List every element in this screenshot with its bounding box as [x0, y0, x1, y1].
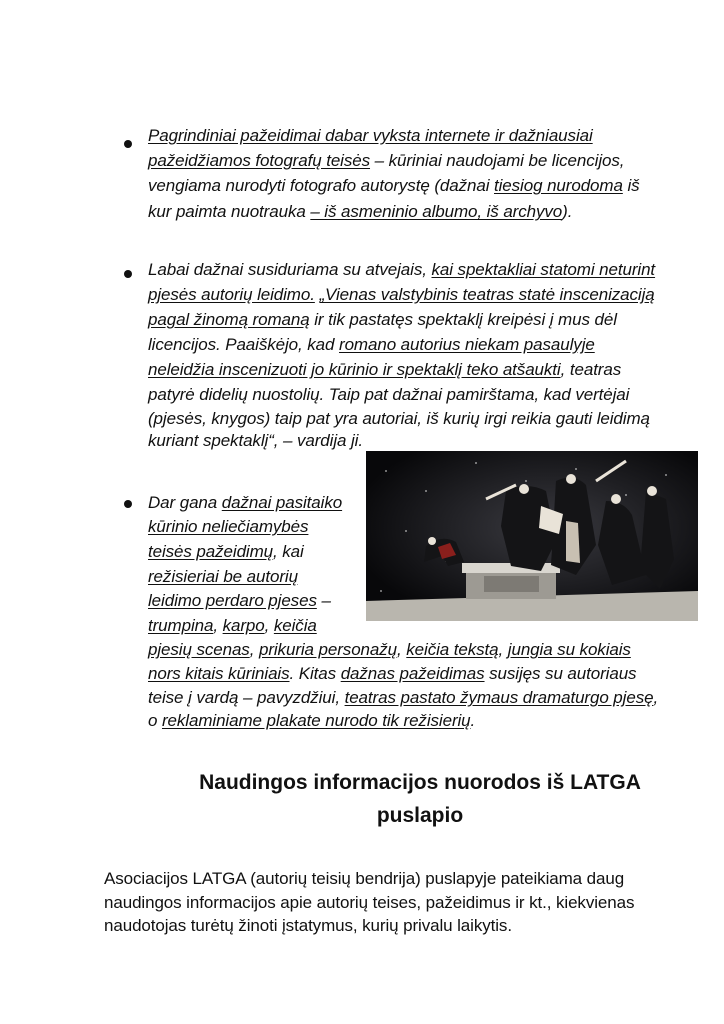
bullet-text-line: [148, 566, 298, 587]
underlined-text: dažnas pažeidimas: [340, 664, 485, 683]
text-segment: ir tik pastatęs spektaklį kreipėsi į mus dėl: [309, 310, 617, 329]
bullet-text-line: [148, 492, 342, 513]
bullet-text-line: [148, 516, 308, 537]
text-segment: – kūriniai naudojami be licencijos,: [370, 151, 625, 170]
text-segment: iš: [622, 176, 640, 195]
underlined-text: dažnai pasitaiko: [221, 493, 343, 512]
underlined-text: leidimo perdaro pjeses: [148, 591, 317, 610]
text-segment: o: [148, 711, 162, 730]
text-segment: ,: [498, 640, 508, 659]
text-segment: ,: [249, 640, 259, 659]
text-segment: .: [470, 711, 476, 730]
bullet-text-line: [148, 408, 650, 429]
underlined-text: reklaminiame plakate nurodo tik režisierių: [161, 711, 471, 730]
underlined-text: nors kitais kūriniais: [148, 664, 290, 683]
text-segment: ,: [213, 616, 223, 635]
text-segment: kuriant spektaklį“, – vardija ji.: [148, 431, 363, 450]
bullet-text-line: [148, 201, 572, 222]
text-segment: . Kitas: [289, 664, 341, 683]
text-segment: susijęs su autoriaus: [484, 664, 637, 683]
underlined-text: režisieriai be autorių: [148, 567, 298, 586]
section-heading: Naudingos informacijos nuorodos iš LATGA: [199, 771, 641, 794]
theatre-performance-photo: [366, 451, 698, 621]
text-segment: kur paimta nuotrauka: [148, 202, 311, 221]
underlined-text: pažeidžiamos fotografų teisės: [148, 151, 371, 170]
bullet-text-line: [148, 615, 317, 636]
text-segment: –: [316, 591, 331, 610]
text-segment: , kai: [273, 542, 304, 561]
paragraph-line: Asociacijos LATGA (autorių teisių bendrija) puslapyje pateikiama daug: [104, 869, 625, 888]
bullet-text-line: [148, 150, 624, 171]
bullet-text-line: [148, 541, 304, 562]
section-heading-line2: puslapio: [376, 804, 464, 827]
bullet-text-line: [148, 710, 475, 731]
bullet-text-line: [148, 639, 631, 660]
bullet-marker: [124, 140, 132, 148]
bullet-text-line: [148, 334, 595, 355]
underlined-text: Pagrindiniai pažeidimai dabar vyksta internete ir dažniausiai: [148, 126, 593, 145]
bullet-text-line: [148, 259, 655, 280]
underlined-text: tiesiog nurodoma: [494, 176, 623, 195]
text-segment: vengiama nurodyti fotografo autorystę (dažnai: [148, 176, 494, 195]
underlined-text: neleidžia inscenizuoti jo kūrinio ir spektaklį teko atšaukti: [148, 360, 561, 379]
bullet-text-line: [148, 284, 655, 305]
bullet-text-line: [148, 590, 331, 611]
text-segment: licencijos. Paaiškėjo, kad: [148, 335, 340, 354]
text-segment: ).: [562, 202, 573, 221]
bullet-text-line: [148, 359, 621, 380]
text-segment: Dar gana: [148, 493, 222, 512]
underlined-text: – iš asmeninio albumo, iš archyvo: [310, 202, 563, 221]
underlined-text: pjesių scenas: [148, 640, 250, 659]
underlined-text: prikuria personažų: [258, 640, 398, 659]
bullet-marker: [124, 500, 132, 508]
underlined-text: karpo: [222, 616, 265, 635]
bullet-text-line: [148, 309, 617, 330]
text-segment: (pjesės, knygos) taip pat yra autoriai, iš kurių irgi reikia gauti leidimą: [148, 409, 650, 428]
text-segment: ,: [653, 688, 659, 707]
bullet-text-line: [148, 663, 636, 684]
underlined-text: pagal žinomą romaną: [148, 310, 310, 329]
bullet-text-line: [148, 430, 363, 451]
text-segment: , teatras: [560, 360, 622, 379]
underlined-text: teisės pažeidimų: [148, 542, 274, 561]
underlined-text: kai spektakliai statomi neturint: [431, 260, 656, 279]
underlined-text: trumpina: [148, 616, 214, 635]
bullet-text-line: [148, 175, 640, 196]
text-segment: ,: [397, 640, 407, 659]
bullet-marker: [124, 270, 132, 278]
underlined-text: pjesės autorių leidimo.: [148, 285, 315, 304]
underlined-text: romano autorius niekam pasaulyje: [339, 335, 595, 354]
underlined-text: teatras pastato žymaus dramaturgo pjesę: [344, 688, 654, 707]
text-segment: teise į vardą – pavyzdžiui,: [148, 688, 345, 707]
bullet-text-line: [148, 125, 593, 146]
bullet-text-line: [148, 384, 629, 405]
underlined-text: keičia tekstą: [406, 640, 499, 659]
underlined-text: kūrinio neliečiamybės: [148, 517, 309, 536]
paragraph-line: naudingos informacijos apie autorių teises, pažeidimus ir kt., kiekvienas: [104, 893, 635, 912]
text-segment: ,: [264, 616, 274, 635]
underlined-text: „Vienas valstybinis teatras statė inscenizaciją: [319, 285, 655, 304]
bullet-text-line: [148, 687, 658, 708]
underlined-text: keičia: [273, 616, 317, 635]
paragraph-line: naudotojas turėtų žinoti įstatymus, kurių privalu laikytis.: [104, 916, 512, 935]
underlined-text: jungia su kokiais: [507, 640, 631, 659]
text-segment: Labai dažnai susiduriama su atvejais,: [148, 260, 432, 279]
text-segment: patyrė didelių nuostolių. Taip pat dažnai pamirštama, kad vertėjai: [148, 385, 630, 404]
